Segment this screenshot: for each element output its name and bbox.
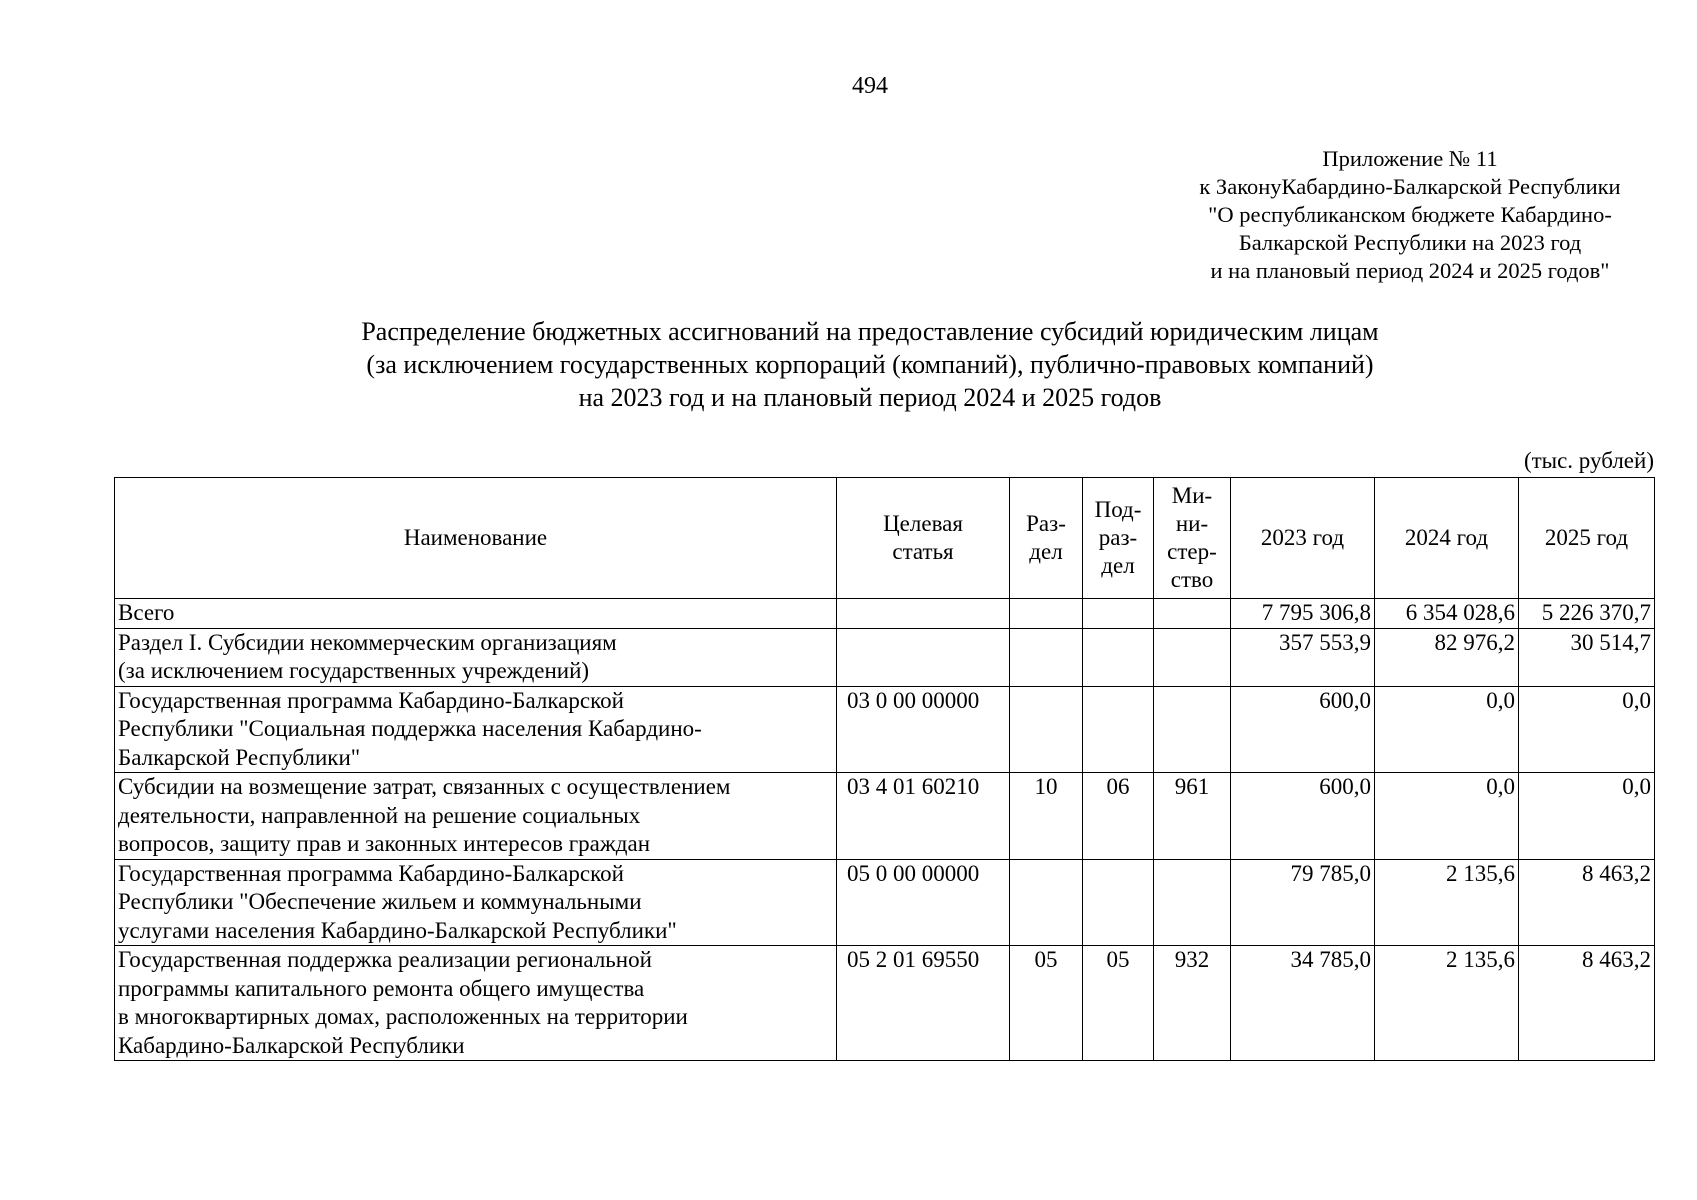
cell-section bbox=[1010, 859, 1083, 946]
cell-section bbox=[1010, 599, 1083, 629]
cell-subsection bbox=[1083, 859, 1154, 946]
cell-target: 05 2 01 69550 bbox=[837, 946, 1010, 1061]
table-row bbox=[115, 859, 1655, 946]
cell-subsection bbox=[1083, 599, 1154, 629]
cell-ministry bbox=[1154, 686, 1231, 773]
cell-2025: 8 463,2 bbox=[1519, 946, 1655, 1061]
budget-table bbox=[114, 477, 1655, 1061]
cell-2024: 6 354 028,6 bbox=[1375, 599, 1519, 629]
header-ministry: Ми- ни- стер- ство bbox=[1154, 478, 1231, 599]
cell-target bbox=[837, 599, 1010, 629]
appendix-line: Балкарской Республики на 2023 год bbox=[1238, 230, 1582, 255]
cell-target bbox=[837, 628, 1010, 686]
appendix-line: "О республиканском бюджете Кабардино- bbox=[1208, 202, 1612, 227]
cell-2024: 2 135,6 bbox=[1375, 946, 1519, 1061]
header-name: Наименование bbox=[115, 478, 837, 599]
cell-2024: 0,0 bbox=[1375, 773, 1519, 860]
page-number: 494 bbox=[852, 73, 888, 99]
appendix-line: Приложение № 11 bbox=[1322, 146, 1498, 171]
table-row-total bbox=[115, 599, 1655, 629]
appendix-line: к ЗаконуКабардино-Балкарской Республики bbox=[1199, 174, 1621, 199]
cell-2023: 34 785,0 bbox=[1231, 946, 1375, 1061]
document-title bbox=[110, 315, 1630, 414]
title-line: Распределение бюджетных ассигнований на предоставление субсидий юридическим лицам bbox=[361, 317, 1379, 346]
cell-2025: 30 514,7 bbox=[1519, 628, 1655, 686]
cell-name: Субсидии на возмещение затрат, связанных с осуществлением деятельности, направленной на решение социальных вопросов, защиту прав и законных интересов граждан bbox=[115, 773, 837, 860]
cell-2025: 0,0 bbox=[1519, 686, 1655, 773]
header-target-article: Целевая статья bbox=[837, 478, 1010, 599]
cell-2024: 2 135,6 bbox=[1375, 859, 1519, 946]
cell-section bbox=[1010, 686, 1083, 773]
cell-2023: 79 785,0 bbox=[1231, 859, 1375, 946]
cell-ministry bbox=[1154, 859, 1231, 946]
cell-name: Государственная программа Кабардино-Балкарской Республики "Социальная поддержка населения Кабардино- Балкарской Республики" bbox=[115, 686, 837, 773]
cell-section: 05 bbox=[1010, 946, 1083, 1061]
table-row bbox=[115, 686, 1655, 773]
header-2025: 2025 год bbox=[1519, 478, 1655, 599]
cell-name: Государственная поддержка реализации региональной программы капитального ремонта общего имущества в многоквартирных домах, расположенных на территории Кабардино-Балкарской Республики bbox=[115, 946, 837, 1061]
appendix-header bbox=[1150, 145, 1670, 285]
cell-subsection bbox=[1083, 628, 1154, 686]
header-section: Раз- дел bbox=[1010, 478, 1083, 599]
cell-subsection: 05 bbox=[1083, 946, 1154, 1061]
table-row bbox=[115, 946, 1655, 1061]
cell-2025: 5 226 370,7 bbox=[1519, 599, 1655, 629]
title-line: (за исключением государственных корпораций (компаний), публично-правовых компаний) bbox=[366, 350, 1374, 379]
cell-2023: 7 795 306,8 bbox=[1231, 599, 1375, 629]
cell-ministry: 932 bbox=[1154, 946, 1231, 1061]
cell-2025: 0,0 bbox=[1519, 773, 1655, 860]
header-2024: 2024 год bbox=[1375, 478, 1519, 599]
table-row bbox=[115, 773, 1655, 860]
appendix-line: и на плановый период 2024 и 2025 годов" bbox=[1210, 258, 1610, 283]
cell-2023: 357 553,9 bbox=[1231, 628, 1375, 686]
cell-2023: 600,0 bbox=[1231, 686, 1375, 773]
cell-2024: 0,0 bbox=[1375, 686, 1519, 773]
cell-target: 03 0 00 00000 bbox=[837, 686, 1010, 773]
header-2023: 2023 год bbox=[1231, 478, 1375, 599]
header-subsection: Под- раз- дел bbox=[1083, 478, 1154, 599]
cell-target: 03 4 01 60210 bbox=[837, 773, 1010, 860]
cell-ministry: 961 bbox=[1154, 773, 1231, 860]
cell-section: 10 bbox=[1010, 773, 1083, 860]
cell-section bbox=[1010, 628, 1083, 686]
cell-subsection: 06 bbox=[1083, 773, 1154, 860]
table-header-row bbox=[115, 478, 1655, 599]
cell-ministry bbox=[1154, 628, 1231, 686]
cell-target: 05 0 00 00000 bbox=[837, 859, 1010, 946]
cell-name: Раздел I. Субсидии некоммерческим организациям (за исключением государственных учреждений) bbox=[115, 628, 837, 686]
cell-ministry bbox=[1154, 599, 1231, 629]
cell-2023: 600,0 bbox=[1231, 773, 1375, 860]
cell-2025: 8 463,2 bbox=[1519, 859, 1655, 946]
title-line: на 2023 год и на плановый период 2024 и 2025 годов bbox=[578, 383, 1162, 412]
units-note: (тыс. рублей) bbox=[1523, 448, 1654, 473]
table-row bbox=[115, 628, 1655, 686]
cell-name: Государственная программа Кабардино-Балкарской Республики "Обеспечение жильем и коммунальными услугами населения Кабардино-Балкарской Республики" bbox=[115, 859, 837, 946]
cell-subsection bbox=[1083, 686, 1154, 773]
cell-name: Всего bbox=[115, 599, 837, 629]
cell-2024: 82 976,2 bbox=[1375, 628, 1519, 686]
